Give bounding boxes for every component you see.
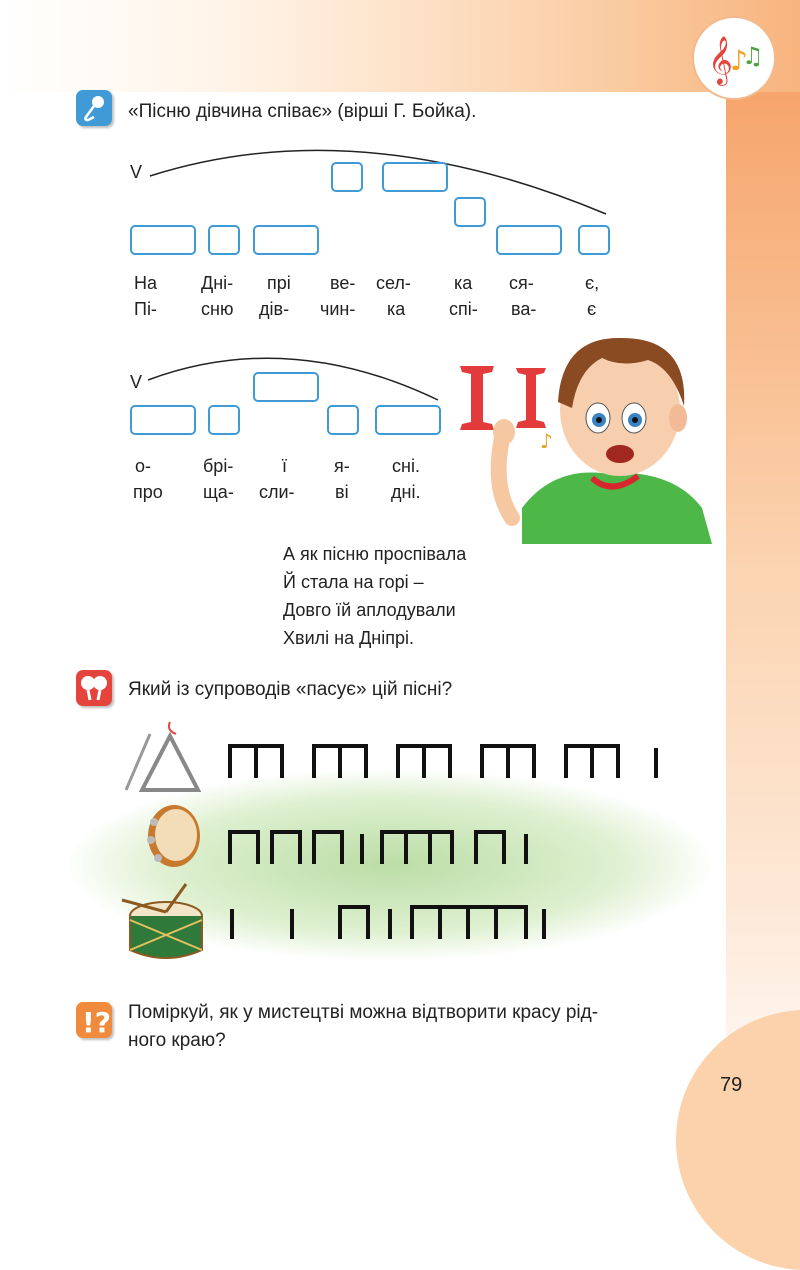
syllable: чин- (320, 299, 356, 319)
breath-mark: V (130, 162, 143, 182)
syllable: Пі- (134, 299, 157, 319)
syllable: ве- (330, 273, 356, 293)
page-corner-decor (676, 1010, 800, 1270)
note-box (130, 225, 196, 255)
poem-line: А як пісню проспівала (283, 544, 467, 564)
note-box (382, 162, 448, 192)
triangle-icon (120, 718, 202, 794)
music-section-badge (692, 16, 776, 100)
syllable: прі (267, 273, 291, 293)
syllable: сел- (376, 273, 411, 293)
syllable: ка (387, 299, 406, 319)
phrase-arc-1 (128, 140, 618, 230)
note-box (578, 225, 610, 255)
treble-clef-notes-icon (694, 18, 774, 98)
poem-stanza (283, 540, 466, 652)
maracas-icon (76, 670, 112, 706)
note-box (208, 225, 240, 255)
note-box (331, 162, 363, 192)
syllable: ся- (509, 273, 534, 293)
task-reflection-line-1: Поміркуй, як у мистецтві можна відтворити красу рід- (128, 1002, 599, 1023)
question-exclamation-icon (76, 1002, 112, 1038)
syllable: сню (201, 299, 234, 319)
task-accompaniment-question: Який із супроводів «пасує» цій пісні? (128, 679, 453, 700)
task-reflection-line-2: ного краю? (128, 1030, 226, 1051)
syllable: Дні- (201, 273, 234, 293)
syllable: є (587, 299, 597, 319)
svg-text:!?: !? (82, 1006, 112, 1038)
syllable: ва- (511, 299, 537, 319)
syllable: ща- (203, 482, 234, 502)
note-box (454, 197, 486, 227)
syllable: ка (454, 273, 473, 293)
microphone-icon (76, 90, 112, 126)
syllable: дів- (259, 299, 290, 319)
note-box (253, 225, 319, 255)
singing-boy-illustration (452, 318, 728, 544)
page-number: 79 (720, 1074, 743, 1096)
note-box (375, 405, 441, 435)
syllable: брі- (203, 456, 234, 476)
rhythm-pattern-drum (228, 903, 578, 941)
tambourine-icon (142, 800, 204, 870)
side-decor-band (726, 92, 800, 1158)
syllable: дні. (391, 482, 421, 502)
syllable: ї (282, 456, 288, 476)
rhythm-pattern-triangle (228, 742, 668, 780)
poem-line: Хвилі на Дніпрі. (283, 628, 414, 648)
note-box (253, 372, 319, 402)
poem-line: Довго їй аплодували (283, 600, 456, 620)
breath-mark: V (130, 372, 143, 392)
syllable: ві (335, 482, 349, 502)
drum-icon (118, 880, 214, 966)
svg-text:♪: ♪ (540, 429, 553, 453)
syllable: спі- (449, 299, 478, 319)
syllable: На (134, 273, 158, 293)
syllable: я- (334, 456, 350, 476)
rhythm-pattern-tambourine (228, 828, 568, 866)
note-box (327, 405, 359, 435)
svg-text:𝄞: 𝄞 (708, 35, 733, 84)
note-box (208, 405, 240, 435)
note-box (130, 405, 196, 435)
syllable: є, (585, 273, 600, 293)
svg-text:♫: ♫ (742, 42, 764, 70)
task-song-title: «Пісню дівчина співає» (вірші Г. Бойка). (128, 101, 477, 122)
syllable: про (133, 482, 163, 502)
poem-line: Й стала на горі – (283, 572, 424, 592)
syllable: сли- (259, 482, 295, 502)
syllable: о- (135, 456, 152, 476)
syllable: сні. (392, 456, 420, 476)
svg-text:♪: ♪ (730, 44, 748, 77)
note-box (496, 225, 562, 255)
top-decor-band (0, 0, 800, 92)
